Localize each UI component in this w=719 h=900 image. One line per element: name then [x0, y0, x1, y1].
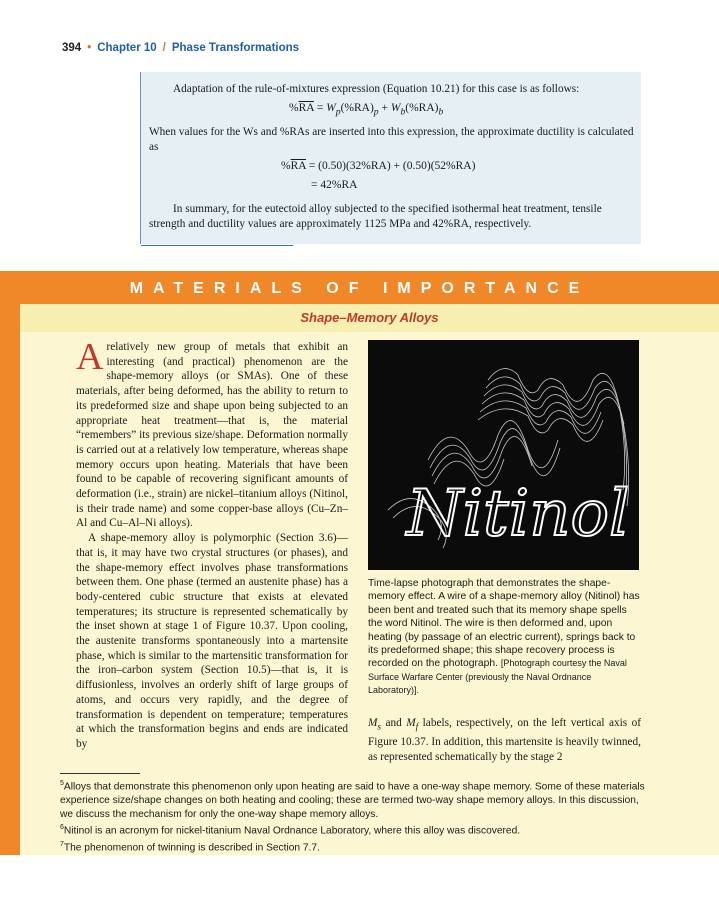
- page-number: 394: [62, 42, 82, 54]
- photo-caption: [368, 577, 641, 698]
- paragraph-2: A shape-memory alloy is polymorphic (Section 3.6)—that is, it may have two crystal structures (or phases), and the shape-memory effect involves phase transformations between them. One phase (termed an austenite phase) has a body-centered cubic structure that exists at elevated temperatures; its structure is represented schematically by the inset shown at stage 1 of Figure 10.37. Upon cooling, the austenite transforms spontaneously into a martensite phase, which is similar to the martensitic transformation for the iron–carbon system (Section 10.5)—that is, it is diffusionless, involves an orderly shift of large groups of atoms, and occurs very rapidly, and the degree of transformation is dependent on temperature; temperatures at which the transformation begins and ends are indicated by: [76, 532, 348, 750]
- footnote-5: $^5$Alloys that demonstrate this phenomenon only upon heating are said to have a one-way shape memory. Some of these materials experience size/shape changes on both heating and cooling; these are termed two-way shape memory alloys. In this discussion, we discuss the mechanism for only the one-way shape memory alloys.: [60, 780, 645, 820]
- caption-text: Time-lapse photograph that demonstrates the shape-memory effect. A wire of a shape-memory alloy (Nitinol) has been bent and treated such that its memory shape spells the word Nitinol. The wire is then deformed and, upon heating (by passage of an electric current), springs back to its predeformed shape; this shape recovery process is recorded on the photograph.: [368, 578, 640, 670]
- example-intro: Adaptation of the rule-of-mixtures expression (Equation 10.21) for this case is as follows:: [173, 83, 580, 95]
- moi-banner: MATERIALS OF IMPORTANCE: [129, 280, 590, 297]
- example-summary: In summary, for the eutectoid alloy subjected to the specified isothermal heat treatment, tensile strength and ductility values are approximately 1125 MPa and 42%RA, respectively.: [149, 203, 602, 230]
- equation-rule-of-mixtures: $\%\overline{RA} = W_p(\%RA)_p + W_b(\%RA)_b$: [289, 102, 444, 118]
- equation-ductility-line1: $\%\overline{RA} = (0.50)(32\%RA) + (0.50)(52\%RA)$: [281, 160, 476, 172]
- example-box: [140, 72, 641, 244]
- left-column: [76, 336, 348, 752]
- photo-word: Nitinol: [406, 477, 630, 551]
- nitinol-photo: [368, 340, 639, 570]
- drop-cap: A: [76, 336, 104, 378]
- paragraph-1: relatively new group of metals that exhibit an interesting (and practical) phenomenon are the shape-memory alloys (or SMAs). One of these materials, after being deformed, has the ability to return to its predeformed size and shape upon being subjected to an appropriate heat treatment—that is, the material “remembers” its previous size/shape. Deformation normally is carried out at a relatively low temperature, whereas shape memory occurs upon heating. Materials that have been found to be capable of recovering significant amounts of deformation (i.e., strain) are nickel–titanium alloys (Nitinol, is their trade name) and some copper-base alloys (Cu–Zn–Al and Cu–Al–Ni alloys).: [76, 341, 348, 530]
- chapter-label: Chapter 10: [97, 42, 157, 54]
- example-when-text: When values for the Ws and %RAs are inserted into this expression, the approximate ductility is calculated as: [149, 126, 634, 153]
- footnote-7: $^7$The phenomenon of twinning is described in Section 7.7.: [60, 841, 320, 854]
- eq2-line1: = (0.50)(32%RA) + (0.50)(52%RA): [308, 160, 476, 172]
- footnotes: [60, 777, 645, 855]
- right-column: $M_s$ and $M_f$ labels, respectively, on the left vertical axis of Figure 10.37. In addition, this martensite is heavily twinned, as represented schematically by the stage 2: [368, 717, 641, 763]
- section-label: Phase Transformations: [171, 42, 300, 54]
- footnote-6: $^6$Nitinol is an acronym for nickel-titanium Naval Ordnance Laboratory, where this alloy was discovered.: [60, 824, 521, 837]
- running-header: 394 • Chapter 10 / Phase Transformations: [62, 42, 300, 54]
- photo-credit: [Photograph courtesy the Naval Surface Warfare Center (previously the Naval Ordnance Laboratory)].: [368, 658, 627, 696]
- moi-title: Shape–Memory Alloys: [300, 310, 439, 325]
- right-column-text: labels, respectively, on the left vertical axis of Figure 10.37. In addition, this martensite is heavily twinned, as represented schematically by the stage 2: [368, 717, 641, 763]
- equation-ductility-line2: = 42%RA: [311, 179, 358, 191]
